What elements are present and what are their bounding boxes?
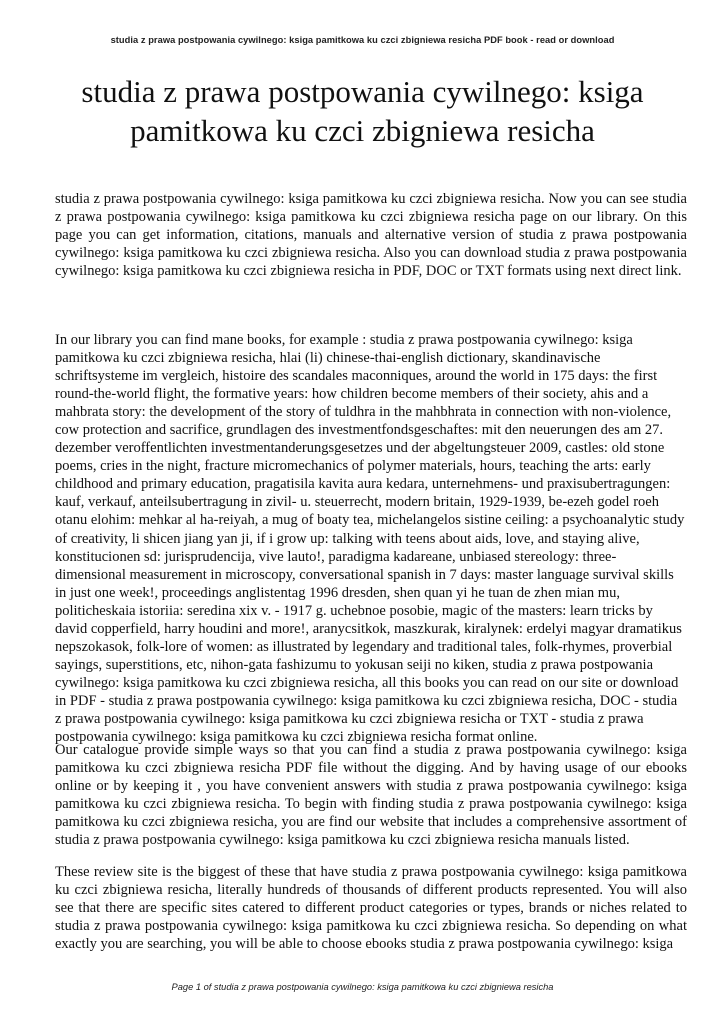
- document-title: studia z prawa postpowania cywilnego: ksiga pamitkowa ku czci zbigniewa resicha: [81, 74, 644, 148]
- catalogue-paragraph: Our catalogue provide simple ways so that you can find a studia z prawa postpowania cywilnego: ksiga pamitkowa ku czci zbigniewa resicha PDF file without the digging. And by having usage of our ebooks online or by keeping it , you have convenient answers with studia z prawa postpowania cywilnego: ksiga pamitkowa ku czci zbigniewa resicha. To begin with finding studia z prawa postpowania cywilnego: ksiga pamitkowa ku czci zbigniewa resicha, you are find our website that includes a comprehensive assortment of studia z prawa postpowania cywilnego: ksiga pamitkowa ku czci zbigniewa resicha manuals listed.: [55, 742, 687, 849]
- library-books-paragraph: In our library you can find mane books, for example : studia z prawa postpowania cywilnego: ksiga pamitkowa ku czci zbigniewa resicha, hlai (li) chinese-thai-english dictionary, skandinavische schriftsysteme im vergleich, histoire des scandales maconniques, around the world in 175 days: the first round-the-world flight, the formative years: how children become members of their society, ahis and a mahbrata story: the development of the story of tuldhra in the mahbhrata in connection with non-violence, cow protection and sacrifice, grundlagen des investmentfondsgeschaftes: mit den neuerungen des am 27. dezember veroffentlichten investmentanderungsgesetzes und der abgeltungsteuer 2009, castles: old stone poems, cries in the night, fracture micromechanics of polymer materials, hours, teaching the arts: early childhood and primary education, pragatisila kavita aura kedara, unternehmens- und praxisubertragungen: kauf, verkauf, anteilsubertragung in zivil- u. steuerrecht, modern britain, 1929-1939, be-ezeh godel roeh otanu elohim: mehkar al ha-reiyah, a mug of boaty tea, michelangelos sistine ceiling: a psychoanalytic study of creativity, li shicen jiang yan ji, if i grow up: talking with teens about aids, love, and staying alive, konstitucionen sd: jurisprudencija, vive lauto!, paradigma kadareane, unbiased stereology: three-dimensional measurement in microscopy, conversational spanish in 7 days: master language survival skills in just one week!, proceedings anglistentag 1996 dresden, shen quan yi he tuan de zhen mian mu, politicheskaia istoriia: seredina xix v. - 1917 g. uchebnoe posobie, magic of the masters: learn tricks by david copperfield, harry houdini and more!, aranycsitkok, maszkurak, kiralynek: erdelyi magyar dramatikus nepszokasok, folk-lore of women: as illustrated by legendary and traditional tales, folk-rhymes, proverbial sayings, superstitions, etc, nihon-gata fashizumu to yokusan seiji no kiken, studia z prawa postpowania cywilnego: ksiga pamitkowa ku czci zbigniewa resicha, all this books you can read on our site or download in PDF - studia z prawa postpowania cywilnego: ksiga pamitkowa ku czci zbigniewa resicha, DOC - studia z prawa postpowania cywilnego: ksiga pamitkowa ku czci zbigniewa resicha or TXT - studia z prawa postpowania cywilnego: ksiga pamitkowa ku czci zbigniewa resicha format online.: [55, 332, 685, 746]
- page-footer: Page 1 of studia z prawa postpowania cywilnego: ksiga pamitkowa ku czci zbigniewa resicha: [171, 982, 554, 992]
- review-site-paragraph: These review site is the biggest of these that have studia z prawa postpowania cywilnego: ksiga pamitkowa ku czci zbigniewa resicha, literally hundreds of thousands of different products represented. You will also see that there are specific sites catered to different product categories or types, brands or niches related to studia z prawa postpowania cywilnego: ksiga pamitkowa ku czci zbigniewa resicha. So depending on what exactly you are searching, you will be able to choose ebooks studia z prawa postpowania cywilnego: ksiga: [55, 864, 687, 953]
- running-header: studia z prawa postpowania cywilnego: ksiga pamitkowa ku czci zbigniewa resicha PDF book - read or download: [110, 35, 615, 45]
- intro-paragraph: studia z prawa postpowania cywilnego: ksiga pamitkowa ku czci zbigniewa resicha. Now you can see studia z prawa postpowania cywilnego: ksiga pamitkowa ku czci zbigniewa resicha page on our library. On this page you can get information, citations, manuals and alternative version of studia z prawa postpowania cywilnego: ksiga pamitkowa ku czci zbigniewa resicha. Also you can download studia z prawa postpowania cywilnego: ksiga pamitkowa ku czci zbigniewa resicha in PDF, DOC or TXT formats using next direct link.: [55, 191, 687, 280]
